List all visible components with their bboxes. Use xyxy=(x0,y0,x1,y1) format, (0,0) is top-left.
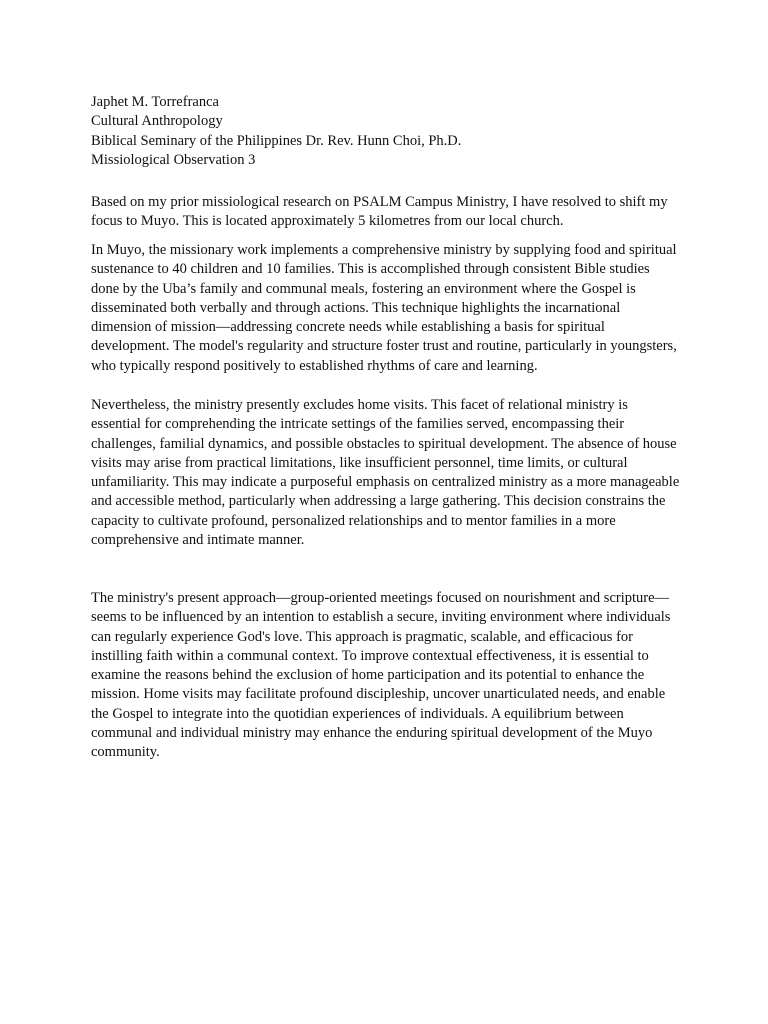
institution-and-professor: Biblical Seminary of the Philippines Dr. Rev. Hunn Choi, Ph.D. xyxy=(91,132,462,149)
body-paragraph-3: Nevertheless, the ministry presently excludes home visits. This facet of relational ministry is essential for comprehending the intricate settings of the families served, encompassing their challenges, familial dynamics, and possible obstacles to spiritual development. The absence of house visits may arise from practical limitations, like insufficient personnel, time limits, or cultural unfamiliarity. This may indicate a purposeful emphasis on centralized ministry as a more manageable and accessible method, particularly when addressing a large gathering. This decision constrains the capacity to cultivate profound, personalized relationships and to mentor families in a more comprehensive and intimate manner. xyxy=(91,397,680,549)
body-paragraph-2: In Muyo, the missionary work implements a comprehensive ministry by supplying food and spiritual sustenance to 40 children and 10 families. This is accomplished through consistent Bible studies done by the Uba’s family and communal meals, fostering an environment where the Gospel is disseminated both verbally and through actions. This technique highlights the incarnational dimension of mission—addressing concrete needs while establishing a basis for spiritual development. The model's regularity and structure foster trust and routine, particularly in youngsters, who typically respond positively to established rhythms of care and learning. xyxy=(91,242,677,374)
document-title: Missiological Observation 3 xyxy=(91,151,256,168)
author-name: Japhet M. Torrefranca xyxy=(91,94,219,110)
course-name: Cultural Anthropology xyxy=(91,113,223,130)
body-paragraph-4: The ministry's present approach—group-oriented meetings focused on nourishment and scripture—seems to be influenced by an intention to establish a secure, inviting environment where individuals can regularly experience God's love. This approach is pragmatic, scalable, and efficacious for instilling faith within a communal context. To improve contextual effectiveness, it is essential to examine the reasons behind the exclusion of home participation and its potential to enhance the mission. Home visits may facilitate profound discipleship, uncover unarticulated needs, and enable the Gospel to integrate into the quotidian experiences of individuals. A equilibrium between communal and individual ministry may enhance the enduring spiritual development of the Muyo community. xyxy=(91,590,671,761)
document-header xyxy=(91,93,691,170)
body-paragraph-1: Based on my prior missiological research on PSALM Campus Ministry, I have resolved to shift my focus to Muyo. This is located approximately 5 kilometres from our local church. xyxy=(91,194,668,230)
